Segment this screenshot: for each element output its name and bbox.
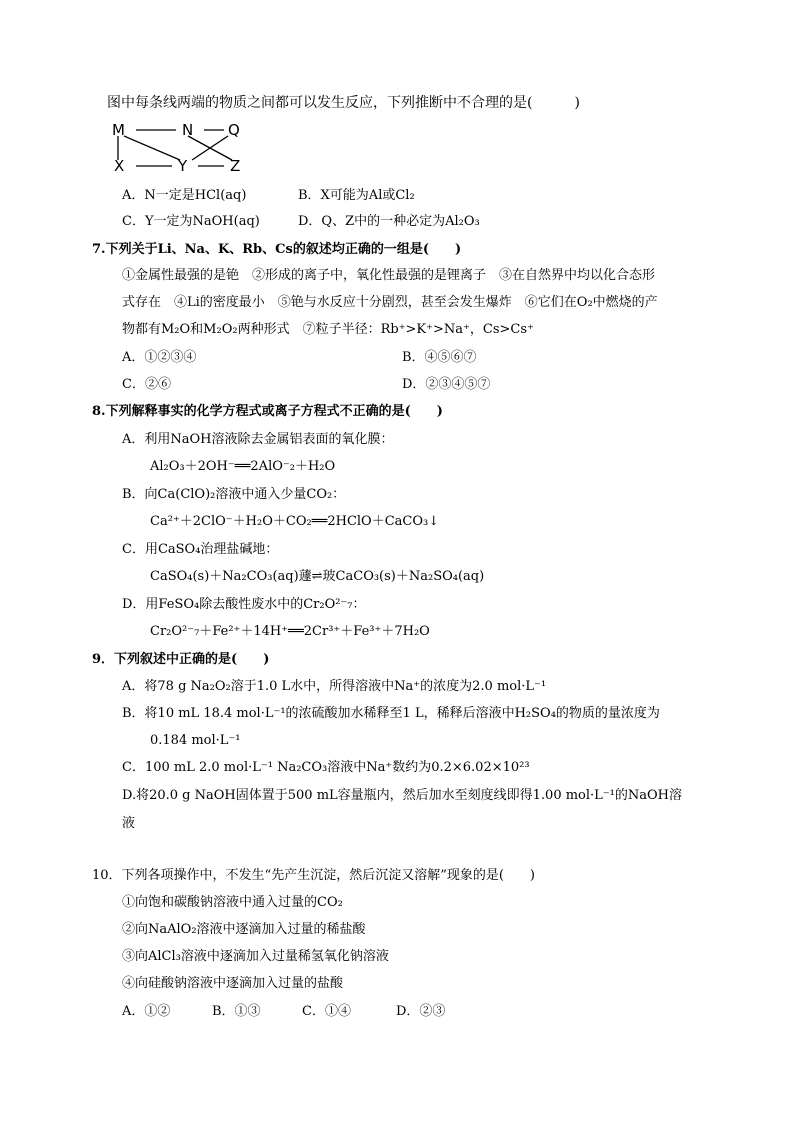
q10-item: ③向AlCl₃溶液中逐滴加入过量稀氢氧化钠溶液 [122,949,389,964]
q10-item: ①向饱和碳酸钠溶液中通入过量的CO₂ [122,895,343,910]
q10-stem: 10．下列各项操作中，不发生“先产生沉淀，然后沉淀又溶解”现象的是( ) [92,868,535,883]
q10-option-a: A．①② [122,1004,171,1019]
q9-line: 液 [122,816,136,831]
q6-option-c: C．Y一定为NaOH(aq) [122,214,260,229]
q9-line: D.将20.0 g NaOH固体置于500 mL容量瓶内，然后加水至刻度线即得1.00 mol·L⁻¹的NaOH溶 [122,788,682,803]
q8-part-a-label: A．利用NaOH溶液除去金属铝表面的氧化膜： [122,432,394,447]
line-q-y [192,136,228,160]
q7-option-c: C．②⑥ [122,377,171,392]
node-q: Q [228,121,240,139]
q7-stem: 7.下列关于Li、Na、K、Rb、Cs的叙述均正确的一组是( ) [92,242,462,257]
q6-option-b: B．X可能为Al或Cl₂ [298,188,415,203]
q8-part-b-label: B．向Ca(ClO)₂溶液中通入少量CO₂： [122,487,346,502]
q6-option-a: A．N一定是HCl(aq) [122,188,247,203]
q7-option-d: D．②③④⑤⑦ [402,377,491,392]
q10-option-d: D．②③ [396,1004,446,1019]
q6-option-d: D．Q、Z中的一种必定为Al₂O₃ [298,214,480,229]
q8-part-a-equation: Al₂O₃＋2OH⁻══2AlO⁻₂＋H₂O [150,459,336,474]
q8-part-c-label: C．用CaSO₄治理盐碱地： [122,542,279,557]
q8-part-b-equation: Ca²⁺＋2ClO⁻＋H₂O＋CO₂══2HClO＋CaCO₃↓ [150,514,440,529]
q6-stem: 图中每条线两端的物质之间都可以发生反应，下列推断中不合理的是( ) [107,95,580,111]
q7-option-a: A．①②③④ [122,350,197,365]
node-y: Y [178,157,188,175]
node-x: X [114,157,125,175]
node-m: M [112,121,125,139]
q7-body-line: 式存在 ④Li的密度最小 ⑤铯与水反应十分剧烈，甚至会发生爆炸 ⑥它们在O₂中燃烧的产 [122,295,658,310]
q10-item: ④向硅酸钠溶液中逐滴加入过量的盐酸 [122,976,344,991]
q9-stem: 9．下列叙述中正确的是( ) [92,652,270,667]
line-m-y [124,136,180,160]
q7-body-line: 物都有M₂O和M₂O₂两种形式 ⑦粒子半径：Rb⁺>K⁺>Na⁺，Cs>Cs⁺ [122,322,534,337]
q9-line: A．将78 g Na₂O₂溶于1.0 L水中，所得溶液中Na⁺的浓度为2.0 mol·L⁻¹ [122,679,547,694]
q7-option-b: B．④⑤⑥⑦ [402,350,477,365]
q8-part-d-label: D．用FeSO₄除去酸性废水中的Cr₂O²⁻₇： [122,597,366,612]
q8-part-d-equation: Cr₂O²⁻₇＋Fe²⁺＋14H⁺══2Cr³⁺＋Fe³⁺＋7H₂O [150,624,430,639]
q9-line: C．100 mL 2.0 mol·L⁻¹ Na₂CO₃溶液中Na⁺数约为0.2×6.02×10²³ [122,760,530,775]
q10-item: ②向NaAlO₂溶液中逐滴加入过量的稀盐酸 [122,922,366,937]
node-n: N [182,121,194,139]
q6-reaction-diagram [112,118,252,178]
node-z: Z [230,157,241,175]
q8-part-c-equation: CaSO₄(s)＋Na₂CO₃(aq)蘧⇌玻CaCO₃(s)＋Na₂SO₄(aq) [150,569,485,584]
q10-option-c: C．①④ [302,1004,351,1019]
q9-line: 0.184 mol·L⁻¹ [150,733,241,748]
q7-body-line: ①金属性最强的是铯 ②形成的离子中，氧化性最强的是锂离子 ③在自然界中均以化合态形 [122,268,656,283]
q8-stem: 8.下列解释事实的化学方程式或离子方程式不正确的是( ) [92,404,443,419]
q9-line: B．将10 mL 18.4 mol·L⁻¹的浓硫酸加水稀释至1 L，稀释后溶液中H₂SO₄的物质的量浓度为 [122,706,660,721]
q10-option-b: B．①③ [212,1004,261,1019]
